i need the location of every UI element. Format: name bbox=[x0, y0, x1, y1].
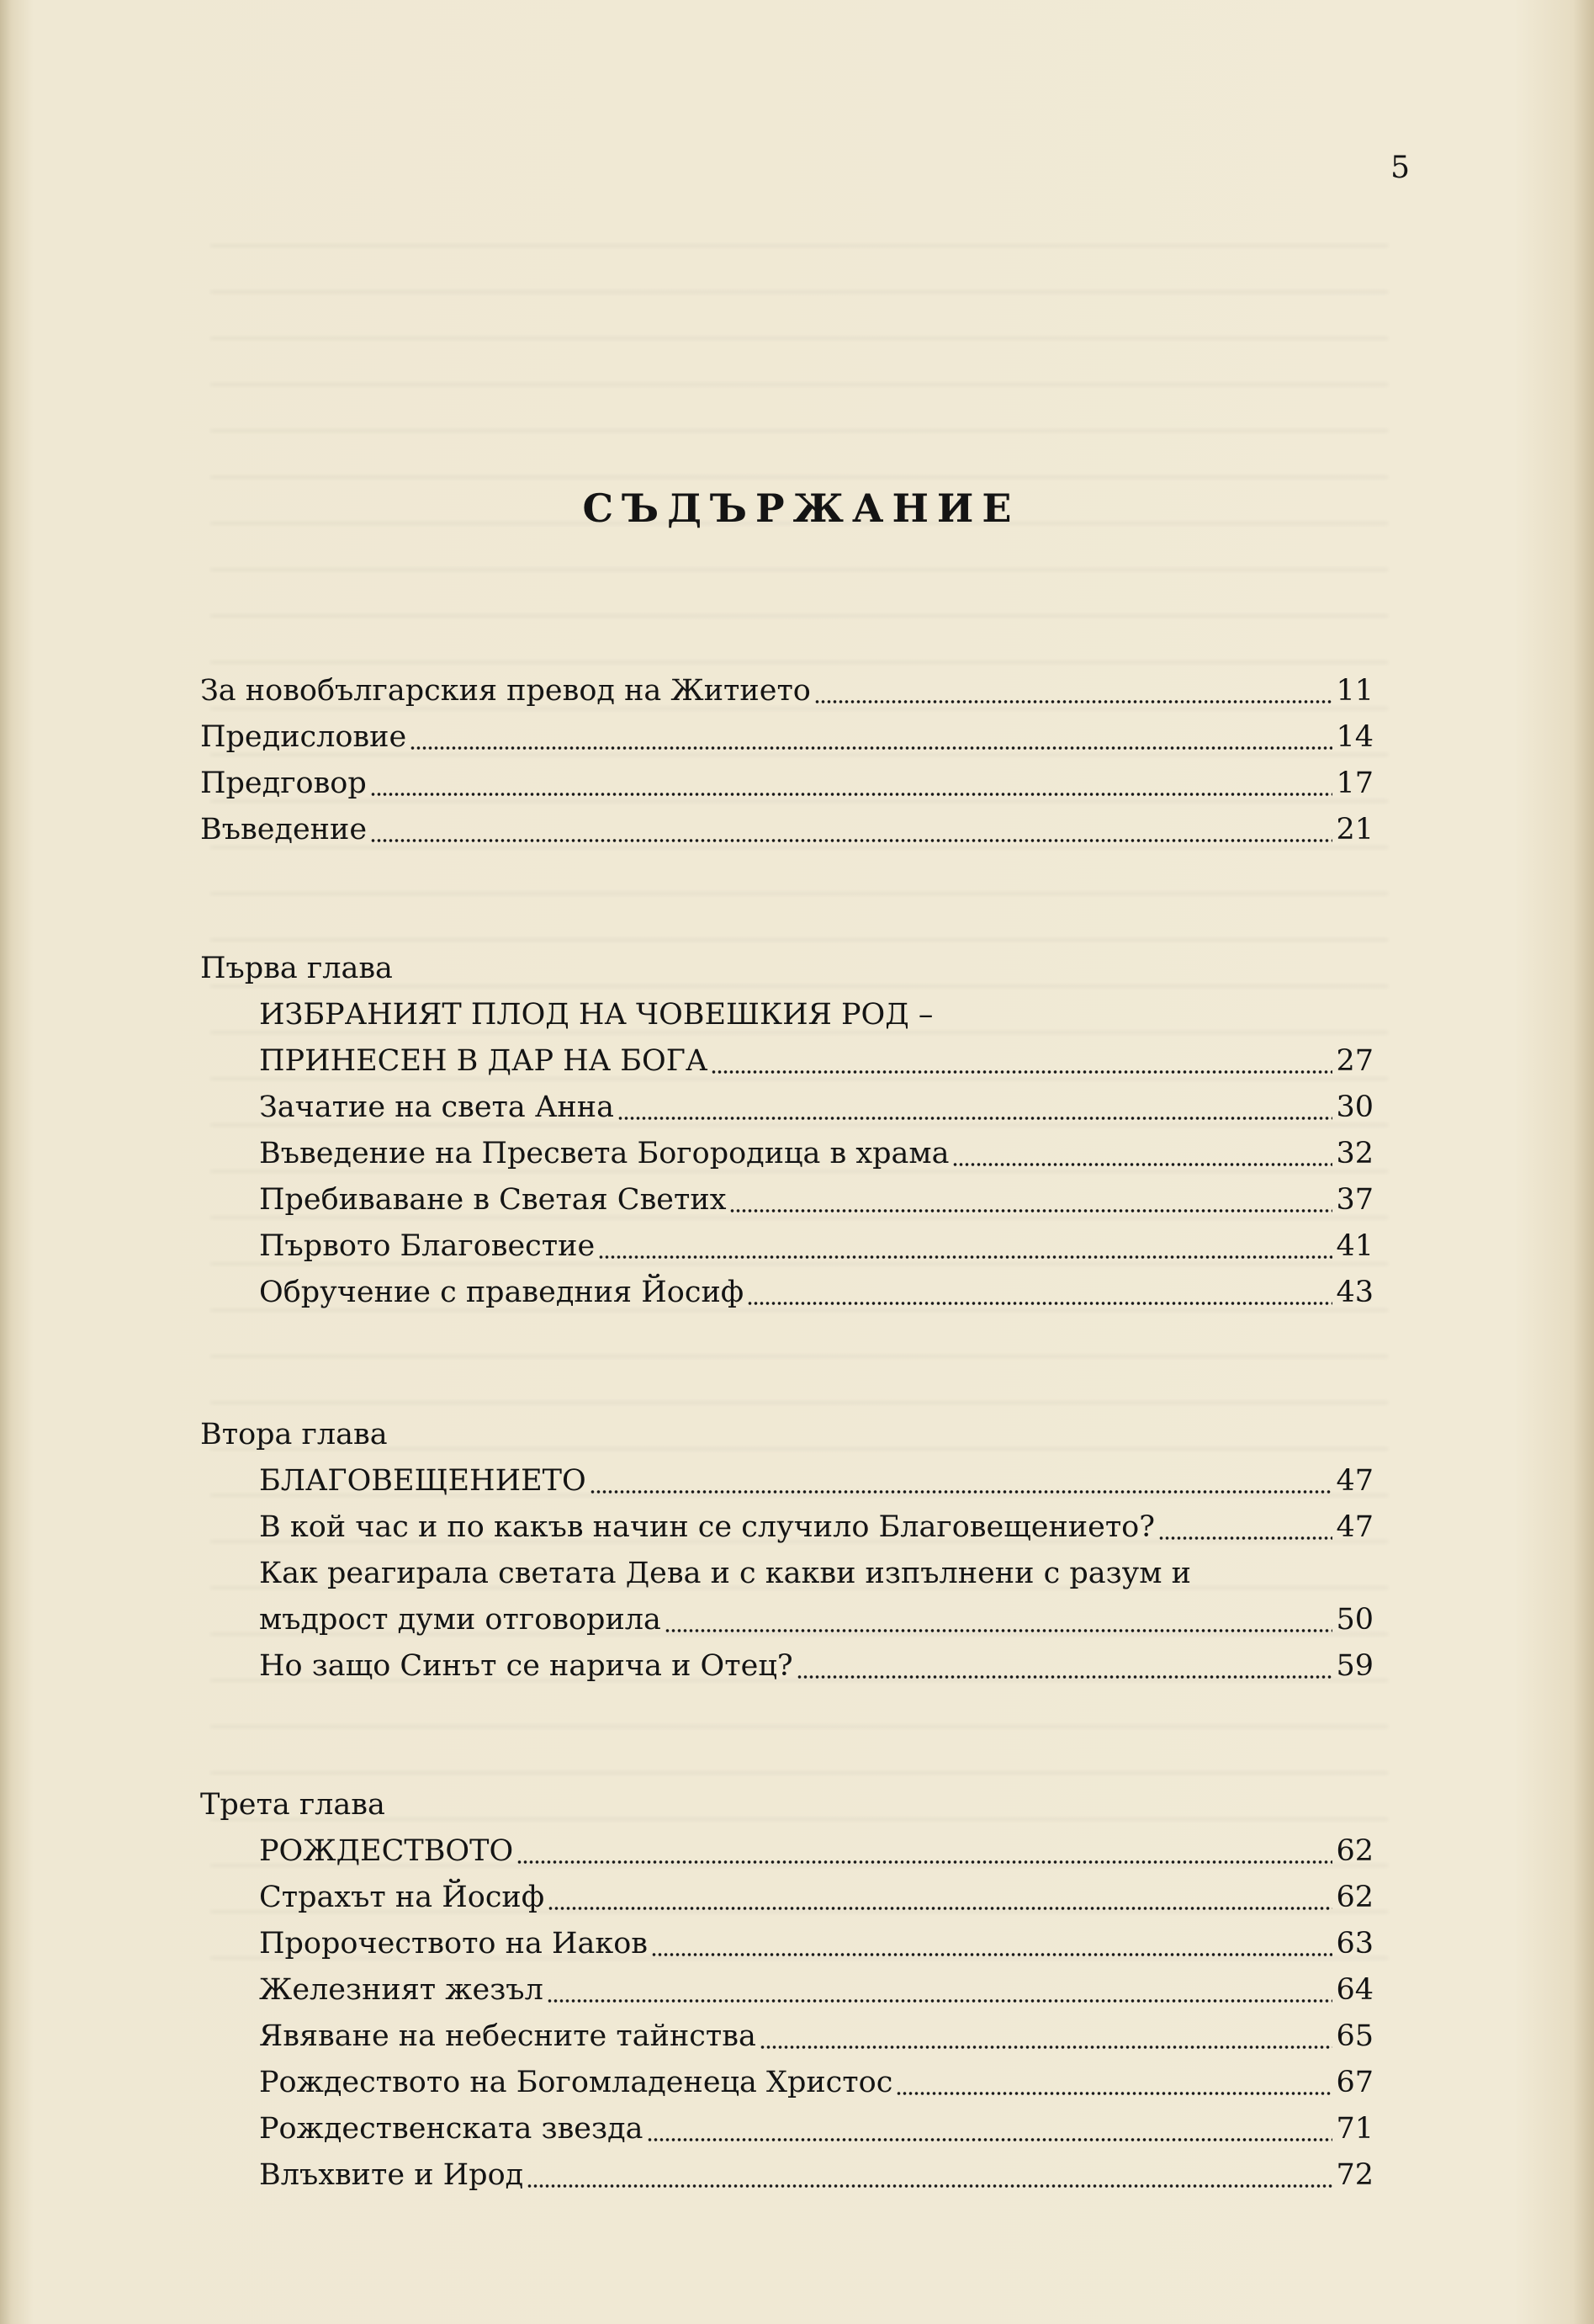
toc-entry bbox=[200, 2014, 1374, 2060]
toc-entry-page: 21 bbox=[1336, 813, 1374, 846]
toc-entry-page: 50 bbox=[1336, 1603, 1374, 1637]
dot-leader bbox=[590, 1489, 1333, 1494]
toc-entry-page: 41 bbox=[1336, 1229, 1374, 1263]
page-title: СЪДЪРЖАНИЕ bbox=[582, 485, 1020, 531]
toc-chapter-2 bbox=[200, 1412, 1374, 1690]
toc-entry-page: 27 bbox=[1336, 1044, 1374, 1078]
chapter-heading: БЛАГОВЕЩЕНИЕТО bbox=[259, 1464, 586, 1498]
dot-leader bbox=[952, 1162, 1332, 1167]
dot-leader bbox=[516, 1860, 1332, 1865]
toc-entry-page: 17 bbox=[1336, 767, 1374, 800]
dot-leader bbox=[617, 1116, 1333, 1121]
toc-entry-page: 67 bbox=[1336, 2066, 1374, 2099]
chapter-heading: ИЗБРАНИЯТ ПЛОД НА ЧОВЕШКИЯ РОД – bbox=[259, 998, 934, 1032]
toc-chapter-3 bbox=[200, 1782, 1374, 2199]
dot-leader bbox=[665, 1628, 1333, 1633]
dot-leader bbox=[896, 2091, 1332, 2096]
toc-entry bbox=[200, 2152, 1374, 2199]
toc-entry bbox=[200, 1597, 1374, 1643]
toc-entry bbox=[200, 1177, 1374, 1223]
toc-entry-foreword bbox=[200, 761, 1374, 807]
page-number: 5 bbox=[1390, 151, 1410, 185]
toc-entry bbox=[200, 2060, 1374, 2106]
dot-leader bbox=[729, 1208, 1332, 1213]
chapter-heading-entry bbox=[200, 1038, 1374, 1085]
dot-leader bbox=[747, 1301, 1332, 1306]
toc-entry-label: Обручение с праведния Йосиф bbox=[259, 1276, 744, 1309]
toc-entry-page: 30 bbox=[1336, 1090, 1374, 1124]
toc-entry-page: 47 bbox=[1336, 1510, 1374, 1544]
dot-leader bbox=[527, 2183, 1332, 2189]
toc-entry-label: Първото Благовестие bbox=[259, 1229, 596, 1263]
toc-entry-label: Железният жезъл bbox=[259, 1973, 543, 2007]
toc-entry-label: В кой час и по какъв начин се случило Благовещението? bbox=[259, 1510, 1156, 1544]
chapter-heading-entry bbox=[200, 1828, 1374, 1875]
toc-entry bbox=[200, 1270, 1374, 1316]
dot-leader bbox=[814, 699, 1333, 704]
dot-leader bbox=[711, 1069, 1332, 1074]
dot-leader bbox=[797, 1674, 1333, 1679]
toc-entry-label: Пребиваване в Светая Светих bbox=[259, 1183, 727, 1217]
dot-leader bbox=[370, 792, 1333, 797]
toc-entry-label: Но защо Синът се нарича и Отец? bbox=[259, 1649, 793, 1683]
toc-entry-label: Рождеството на Богомладенеца Христос bbox=[259, 2066, 893, 2099]
toc-entry bbox=[200, 1967, 1374, 2014]
toc-entry-page: 62 bbox=[1336, 1881, 1374, 1914]
toc-intro-section bbox=[200, 668, 1374, 853]
toc-entry-label: Страхът на Йосиф bbox=[259, 1881, 545, 1914]
toc-entry-page: 32 bbox=[1336, 1137, 1374, 1170]
toc-entry-page: 62 bbox=[1336, 1834, 1374, 1868]
toc-entry-label: За новобългарския превод на Житието bbox=[200, 674, 811, 708]
dot-leader bbox=[651, 1952, 1332, 1957]
chapter-heading-entry bbox=[200, 1458, 1374, 1504]
toc-entry bbox=[200, 1921, 1374, 1967]
chapter-label: Трета глава bbox=[200, 1788, 385, 1822]
toc-entry bbox=[200, 1875, 1374, 1921]
toc-entry bbox=[200, 1643, 1374, 1690]
toc-entry bbox=[200, 2106, 1374, 2152]
toc-entry-label: Пророчеството на Иаков bbox=[259, 1927, 648, 1961]
dot-leader bbox=[410, 745, 1332, 751]
dot-leader bbox=[760, 2045, 1333, 2050]
toc-entry-page: 14 bbox=[1336, 720, 1374, 754]
chapter-heading: ПРИНЕСЕН В ДАР НА БОГА bbox=[259, 1044, 708, 1078]
toc-chapter-1 bbox=[200, 946, 1374, 1316]
chapter-heading-line bbox=[200, 992, 1374, 1038]
toc-entry-continued bbox=[200, 1551, 1374, 1597]
dot-leader bbox=[1158, 1536, 1332, 1541]
dot-leader bbox=[548, 1906, 1332, 1911]
toc-entry-label: Въведение на Пресвета Богородица в храма bbox=[259, 1137, 950, 1170]
toc-entry bbox=[200, 1223, 1374, 1270]
toc-entry-label: Предисловие bbox=[200, 720, 407, 754]
toc-entry-page: 59 bbox=[1336, 1649, 1374, 1683]
toc-entry-label: Влъхвите и Ирод bbox=[259, 2158, 524, 2192]
toc-entry-preface bbox=[200, 714, 1374, 761]
toc-entry-page: 72 bbox=[1336, 2158, 1374, 2192]
toc-entry-page: 63 bbox=[1336, 1927, 1374, 1961]
dot-leader bbox=[647, 2137, 1333, 2142]
dot-leader bbox=[547, 1998, 1333, 2003]
dot-leader bbox=[598, 1255, 1332, 1260]
toc-entry-label: Предговор bbox=[200, 767, 367, 800]
toc-entry-label: мъдрост думи отговорила bbox=[259, 1603, 661, 1637]
toc-entry-page: 43 bbox=[1336, 1276, 1374, 1309]
toc-entry bbox=[200, 1131, 1374, 1177]
toc-entry-page: 11 bbox=[1336, 674, 1374, 708]
toc-entry-page: 64 bbox=[1336, 1973, 1374, 2007]
toc-entry-page: 71 bbox=[1336, 2112, 1374, 2146]
toc-entry bbox=[200, 1504, 1374, 1551]
toc-entry-label: Въведение bbox=[200, 813, 368, 846]
chapter-label: Първа глава bbox=[200, 952, 393, 985]
toc-entry-page: 65 bbox=[1336, 2019, 1374, 2053]
toc-entry-label: Рождественската звезда bbox=[259, 2112, 643, 2146]
toc-entry-introduction bbox=[200, 807, 1374, 853]
toc-entry-translation-note bbox=[200, 668, 1374, 714]
toc-entry-page: 47 bbox=[1336, 1464, 1374, 1498]
chapter-heading: РОЖДЕСТВОТО bbox=[259, 1834, 514, 1868]
dot-leader bbox=[370, 838, 1332, 843]
toc-entry-label: Как реагирала светата Дева и с какви изпълнени с разум и bbox=[259, 1557, 1191, 1590]
toc-entry-label: Явяване на небесните тайнства bbox=[259, 2019, 756, 2053]
toc-entry-page: 37 bbox=[1336, 1183, 1374, 1217]
toc-entry-label: Зачатие на света Анна bbox=[259, 1090, 614, 1124]
toc-entry bbox=[200, 1085, 1374, 1131]
chapter-label: Втора глава bbox=[200, 1418, 388, 1451]
